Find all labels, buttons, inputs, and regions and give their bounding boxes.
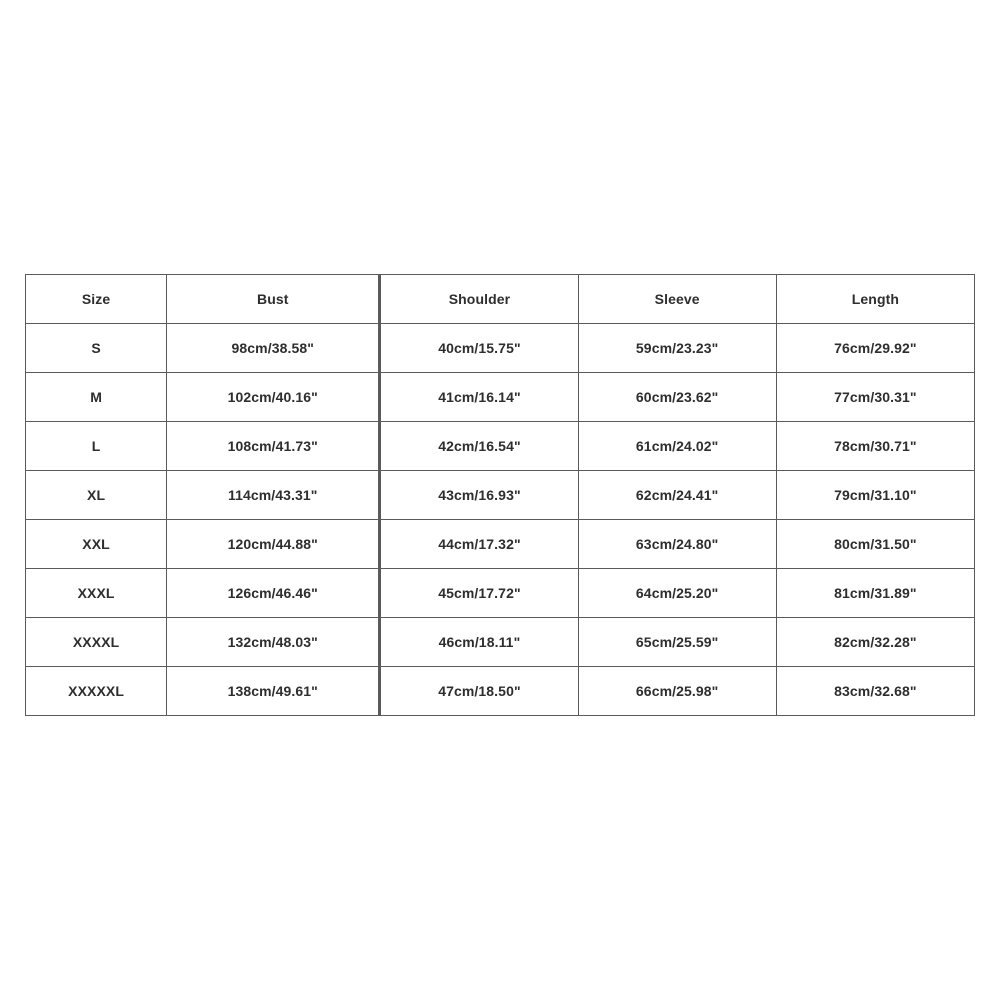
header-size: Size bbox=[26, 275, 167, 324]
cell-shoulder: 40cm/15.75" bbox=[380, 324, 578, 373]
cell-length: 81cm/31.89" bbox=[776, 569, 974, 618]
cell-size: L bbox=[26, 422, 167, 471]
cell-shoulder: 45cm/17.72" bbox=[380, 569, 578, 618]
cell-size: XXXXXL bbox=[26, 667, 167, 716]
cell-sleeve: 64cm/25.20" bbox=[578, 569, 776, 618]
cell-shoulder: 41cm/16.14" bbox=[380, 373, 578, 422]
cell-size: M bbox=[26, 373, 167, 422]
cell-bust: 102cm/40.16" bbox=[167, 373, 380, 422]
cell-length: 77cm/30.31" bbox=[776, 373, 974, 422]
cell-sleeve: 65cm/25.59" bbox=[578, 618, 776, 667]
table-row bbox=[26, 618, 975, 667]
size-chart-table bbox=[25, 274, 975, 716]
table-row bbox=[26, 520, 975, 569]
cell-size: XL bbox=[26, 471, 167, 520]
cell-length: 76cm/29.92" bbox=[776, 324, 974, 373]
header-length: Length bbox=[776, 275, 974, 324]
header-sleeve: Sleeve bbox=[578, 275, 776, 324]
cell-length: 78cm/30.71" bbox=[776, 422, 974, 471]
table-header-row bbox=[26, 275, 975, 324]
cell-sleeve: 61cm/24.02" bbox=[578, 422, 776, 471]
table-row bbox=[26, 667, 975, 716]
cell-sleeve: 59cm/23.23" bbox=[578, 324, 776, 373]
cell-bust: 120cm/44.88" bbox=[167, 520, 380, 569]
cell-bust: 98cm/38.58" bbox=[167, 324, 380, 373]
cell-length: 80cm/31.50" bbox=[776, 520, 974, 569]
cell-length: 79cm/31.10" bbox=[776, 471, 974, 520]
cell-size: XXXXL bbox=[26, 618, 167, 667]
cell-bust: 108cm/41.73" bbox=[167, 422, 380, 471]
table-row bbox=[26, 471, 975, 520]
cell-size: S bbox=[26, 324, 167, 373]
cell-bust: 126cm/46.46" bbox=[167, 569, 380, 618]
table-row bbox=[26, 569, 975, 618]
cell-length: 83cm/32.68" bbox=[776, 667, 974, 716]
cell-size: XXL bbox=[26, 520, 167, 569]
cell-bust: 138cm/49.61" bbox=[167, 667, 380, 716]
cell-shoulder: 42cm/16.54" bbox=[380, 422, 578, 471]
cell-sleeve: 63cm/24.80" bbox=[578, 520, 776, 569]
cell-size: XXXL bbox=[26, 569, 167, 618]
table-row bbox=[26, 422, 975, 471]
header-shoulder: Shoulder bbox=[380, 275, 578, 324]
table-row bbox=[26, 373, 975, 422]
cell-shoulder: 43cm/16.93" bbox=[380, 471, 578, 520]
cell-sleeve: 66cm/25.98" bbox=[578, 667, 776, 716]
cell-sleeve: 60cm/23.62" bbox=[578, 373, 776, 422]
cell-length: 82cm/32.28" bbox=[776, 618, 974, 667]
cell-shoulder: 47cm/18.50" bbox=[380, 667, 578, 716]
cell-sleeve: 62cm/24.41" bbox=[578, 471, 776, 520]
cell-shoulder: 46cm/18.11" bbox=[380, 618, 578, 667]
cell-shoulder: 44cm/17.32" bbox=[380, 520, 578, 569]
table-row bbox=[26, 324, 975, 373]
cell-bust: 132cm/48.03" bbox=[167, 618, 380, 667]
header-bust: Bust bbox=[167, 275, 380, 324]
cell-bust: 114cm/43.31" bbox=[167, 471, 380, 520]
